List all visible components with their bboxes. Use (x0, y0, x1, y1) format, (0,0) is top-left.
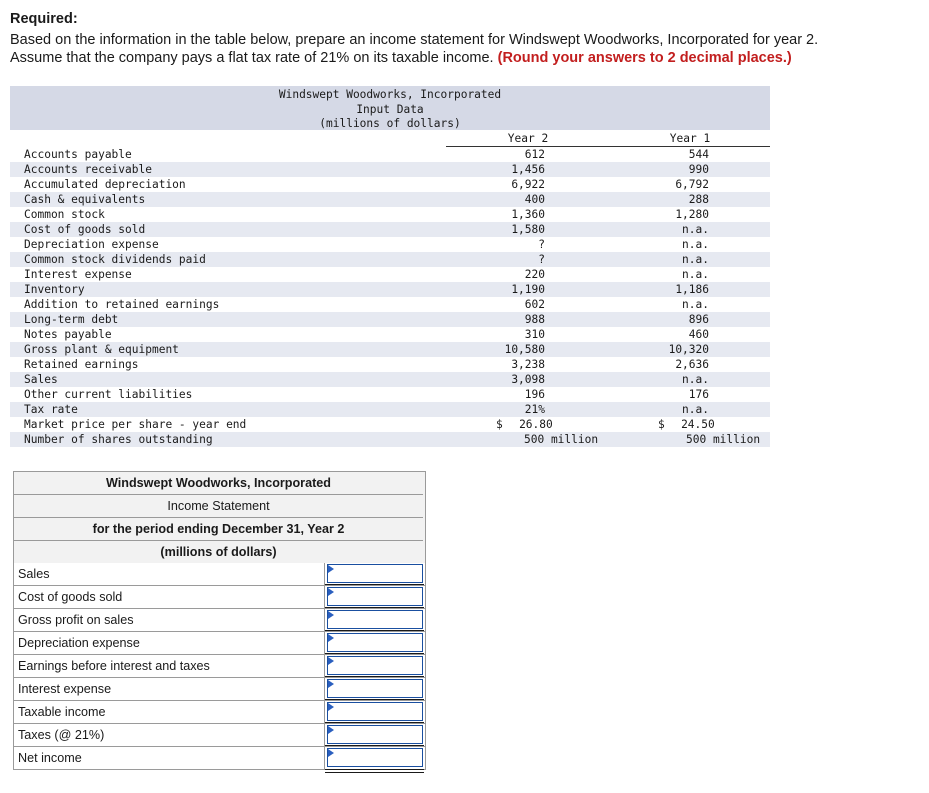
input-table-row (10, 327, 770, 342)
income-statement-row (14, 746, 425, 770)
input-table-company: Windswept Woodworks, Incorporated (278, 88, 502, 101)
row-label: Number of shares outstanding (24, 433, 213, 446)
input-table-row (10, 342, 770, 357)
income-statement-table (13, 471, 426, 770)
year2-value: 3,098 (511, 373, 545, 386)
income-statement-row (14, 585, 425, 608)
answer-cell (324, 678, 424, 700)
line-item-label: Taxes (@ 21%) (18, 728, 105, 742)
answer-input[interactable] (327, 725, 423, 744)
input-table-title (10, 88, 770, 132)
row-label: Notes payable (24, 328, 112, 341)
year1-value: 1,186 (675, 283, 709, 296)
input-table-row (10, 282, 770, 297)
input-table-row (10, 432, 770, 447)
income-statement-row (14, 654, 425, 677)
year1-value: n.a. (682, 238, 709, 251)
year2-value: 196 (524, 388, 545, 401)
year2-value: ? (538, 253, 545, 266)
instructions-line1: Based on the information in the table below, prepare an income statement for Windswept Woodworks, Incorporated for year 2. (10, 32, 819, 48)
input-marker-icon (328, 749, 334, 757)
input-table-row (10, 387, 770, 402)
year2-value: 21% (524, 403, 545, 416)
line-item-label: Cost of goods sold (18, 590, 123, 604)
input-table-row (10, 297, 770, 312)
input-data-table (10, 86, 770, 446)
row-label: Addition to retained earnings (24, 298, 220, 311)
input-marker-icon (328, 726, 334, 734)
input-table-row (10, 222, 770, 237)
row-label: Accounts receivable (24, 163, 152, 176)
year2-amount: 26.80 (519, 418, 553, 431)
input-table-rows (10, 147, 770, 447)
year1-value: 990 (688, 163, 709, 176)
answer-cell (324, 632, 424, 654)
input-table-row (10, 267, 770, 282)
answer-cell (324, 655, 424, 677)
year1-value: 1,280 (675, 208, 709, 221)
is-units (14, 541, 423, 563)
is-units-text: (millions of dollars) (160, 545, 277, 559)
input-marker-icon (328, 703, 334, 711)
required-heading: Required: (10, 11, 78, 27)
input-table-subtitle: Input Data (356, 102, 424, 116)
year1-value: 10,320 (668, 343, 709, 356)
input-table-row (10, 162, 770, 177)
answer-cell (324, 563, 424, 585)
income-statement-row (14, 631, 425, 654)
row-label: Cash & equivalents (24, 193, 146, 206)
line-item-label: Gross profit on sales (18, 613, 134, 627)
row-label: Sales (24, 373, 58, 386)
year1-value: n.a. (682, 403, 709, 416)
year2-value (496, 417, 553, 432)
row-label: Common stock (24, 208, 105, 221)
input-table-row (10, 177, 770, 192)
income-statement-header (14, 472, 425, 563)
row-label: Depreciation expense (24, 238, 159, 251)
input-marker-icon (328, 588, 334, 596)
year2-value: 310 (524, 328, 545, 341)
year1-value: 896 (688, 313, 709, 326)
year1-value: 6,792 (675, 178, 709, 191)
input-marker-icon (328, 611, 334, 619)
input-table-row (10, 402, 770, 417)
answer-cell (324, 724, 424, 746)
is-company (14, 472, 423, 495)
year1-value: n.a. (682, 298, 709, 311)
year1-value (658, 417, 715, 432)
year1-value: 176 (688, 388, 709, 401)
answer-input[interactable] (327, 656, 423, 675)
is-period-text: for the period ending December 31, Year 2 (92, 522, 345, 536)
year1-value: 500 million (686, 433, 761, 446)
row-label: Tax rate (24, 403, 78, 416)
answer-cell (324, 747, 424, 769)
row-label: Accounts payable (24, 148, 132, 161)
year1-value: n.a. (682, 223, 709, 236)
year2-value: 1,190 (511, 283, 545, 296)
income-statement-row (14, 700, 425, 723)
is-period (14, 518, 423, 541)
year1-currency-symbol: $ (658, 418, 665, 431)
row-label: Common stock dividends paid (24, 253, 206, 266)
year2-value: 10,580 (504, 343, 545, 356)
year2-value: 6,922 (511, 178, 545, 191)
year1-value: n.a. (682, 268, 709, 281)
instructions-line2 (10, 49, 920, 67)
double-underline (325, 769, 424, 773)
input-marker-icon (328, 634, 334, 642)
answer-input[interactable] (327, 610, 423, 629)
line-item-label: Depreciation expense (18, 636, 140, 650)
input-marker-icon (328, 680, 334, 688)
column-header-year1: Year 1 (610, 131, 770, 147)
row-label: Cost of goods sold (24, 223, 146, 236)
instructions (10, 31, 920, 67)
input-table-row (10, 237, 770, 252)
year1-value: 2,636 (675, 358, 709, 371)
year2-value: 220 (524, 268, 545, 281)
input-table-row (10, 372, 770, 387)
income-statement-row (14, 608, 425, 631)
year2-value: 1,456 (511, 163, 545, 176)
line-item-label: Taxable income (18, 705, 106, 719)
answer-input[interactable] (327, 587, 423, 606)
input-table-row (10, 417, 770, 432)
answer-input[interactable] (327, 702, 423, 721)
column-header-year2: Year 2 (446, 131, 610, 147)
answer-input[interactable] (327, 748, 423, 767)
input-table-row (10, 207, 770, 222)
year2-value: 612 (524, 148, 545, 161)
row-label: Accumulated depreciation (24, 178, 186, 191)
answer-input[interactable] (327, 679, 423, 698)
year1-value: 460 (688, 328, 709, 341)
answer-input[interactable] (327, 633, 423, 652)
year1-amount: 24.50 (681, 418, 715, 431)
income-statement-row (14, 723, 425, 746)
is-title (14, 495, 423, 518)
row-label: Inventory (24, 283, 85, 296)
rounding-note: (Round your answers to 2 decimal places.) (497, 50, 792, 66)
year1-value: 544 (688, 148, 709, 161)
income-statement-rows (14, 563, 425, 770)
input-table-row (10, 312, 770, 327)
line-item-label: Interest expense (18, 682, 112, 696)
year2-value: 602 (524, 298, 545, 311)
input-table-row (10, 192, 770, 207)
input-table-units: (millions of dollars) (319, 117, 461, 130)
input-table-row (10, 147, 770, 162)
instructions-line2-text: Assume that the company pays a flat tax rate of 21% on its taxable income. (10, 50, 494, 66)
input-marker-icon (328, 657, 334, 665)
answer-cell (324, 701, 424, 723)
input-marker-icon (328, 565, 334, 573)
input-table-header (10, 86, 770, 130)
row-label: Gross plant & equipment (24, 343, 179, 356)
year2-value: 500 million (524, 433, 599, 446)
row-label: Long-term debt (24, 313, 119, 326)
income-statement-row (14, 677, 425, 700)
answer-cell (324, 609, 424, 631)
year2-value: 3,238 (511, 358, 545, 371)
input-table-row (10, 357, 770, 372)
line-item-label: Earnings before interest and taxes (18, 659, 210, 673)
year2-value: 1,360 (511, 208, 545, 221)
input-table-row (10, 252, 770, 267)
is-title-text: Income Statement (167, 499, 270, 513)
year2-currency-symbol: $ (496, 418, 503, 431)
year2-value: 1,580 (511, 223, 545, 236)
row-label: Interest expense (24, 268, 132, 281)
line-item-label: Sales (18, 567, 50, 581)
row-label: Retained earnings (24, 358, 139, 371)
year1-value: n.a. (682, 373, 709, 386)
year2-value: 988 (524, 313, 545, 326)
year1-value: 288 (688, 193, 709, 206)
answer-input[interactable] (327, 564, 423, 583)
year2-value: 400 (524, 193, 545, 206)
row-label: Market price per share - year end (24, 418, 247, 431)
is-company-text: Windswept Woodworks, Incorporated (106, 476, 331, 490)
income-statement-row (14, 563, 425, 585)
year2-value: ? (538, 238, 545, 251)
answer-cell (324, 586, 424, 608)
line-item-label: Net income (18, 751, 82, 765)
row-label: Other current liabilities (24, 388, 193, 401)
year1-value: n.a. (682, 253, 709, 266)
